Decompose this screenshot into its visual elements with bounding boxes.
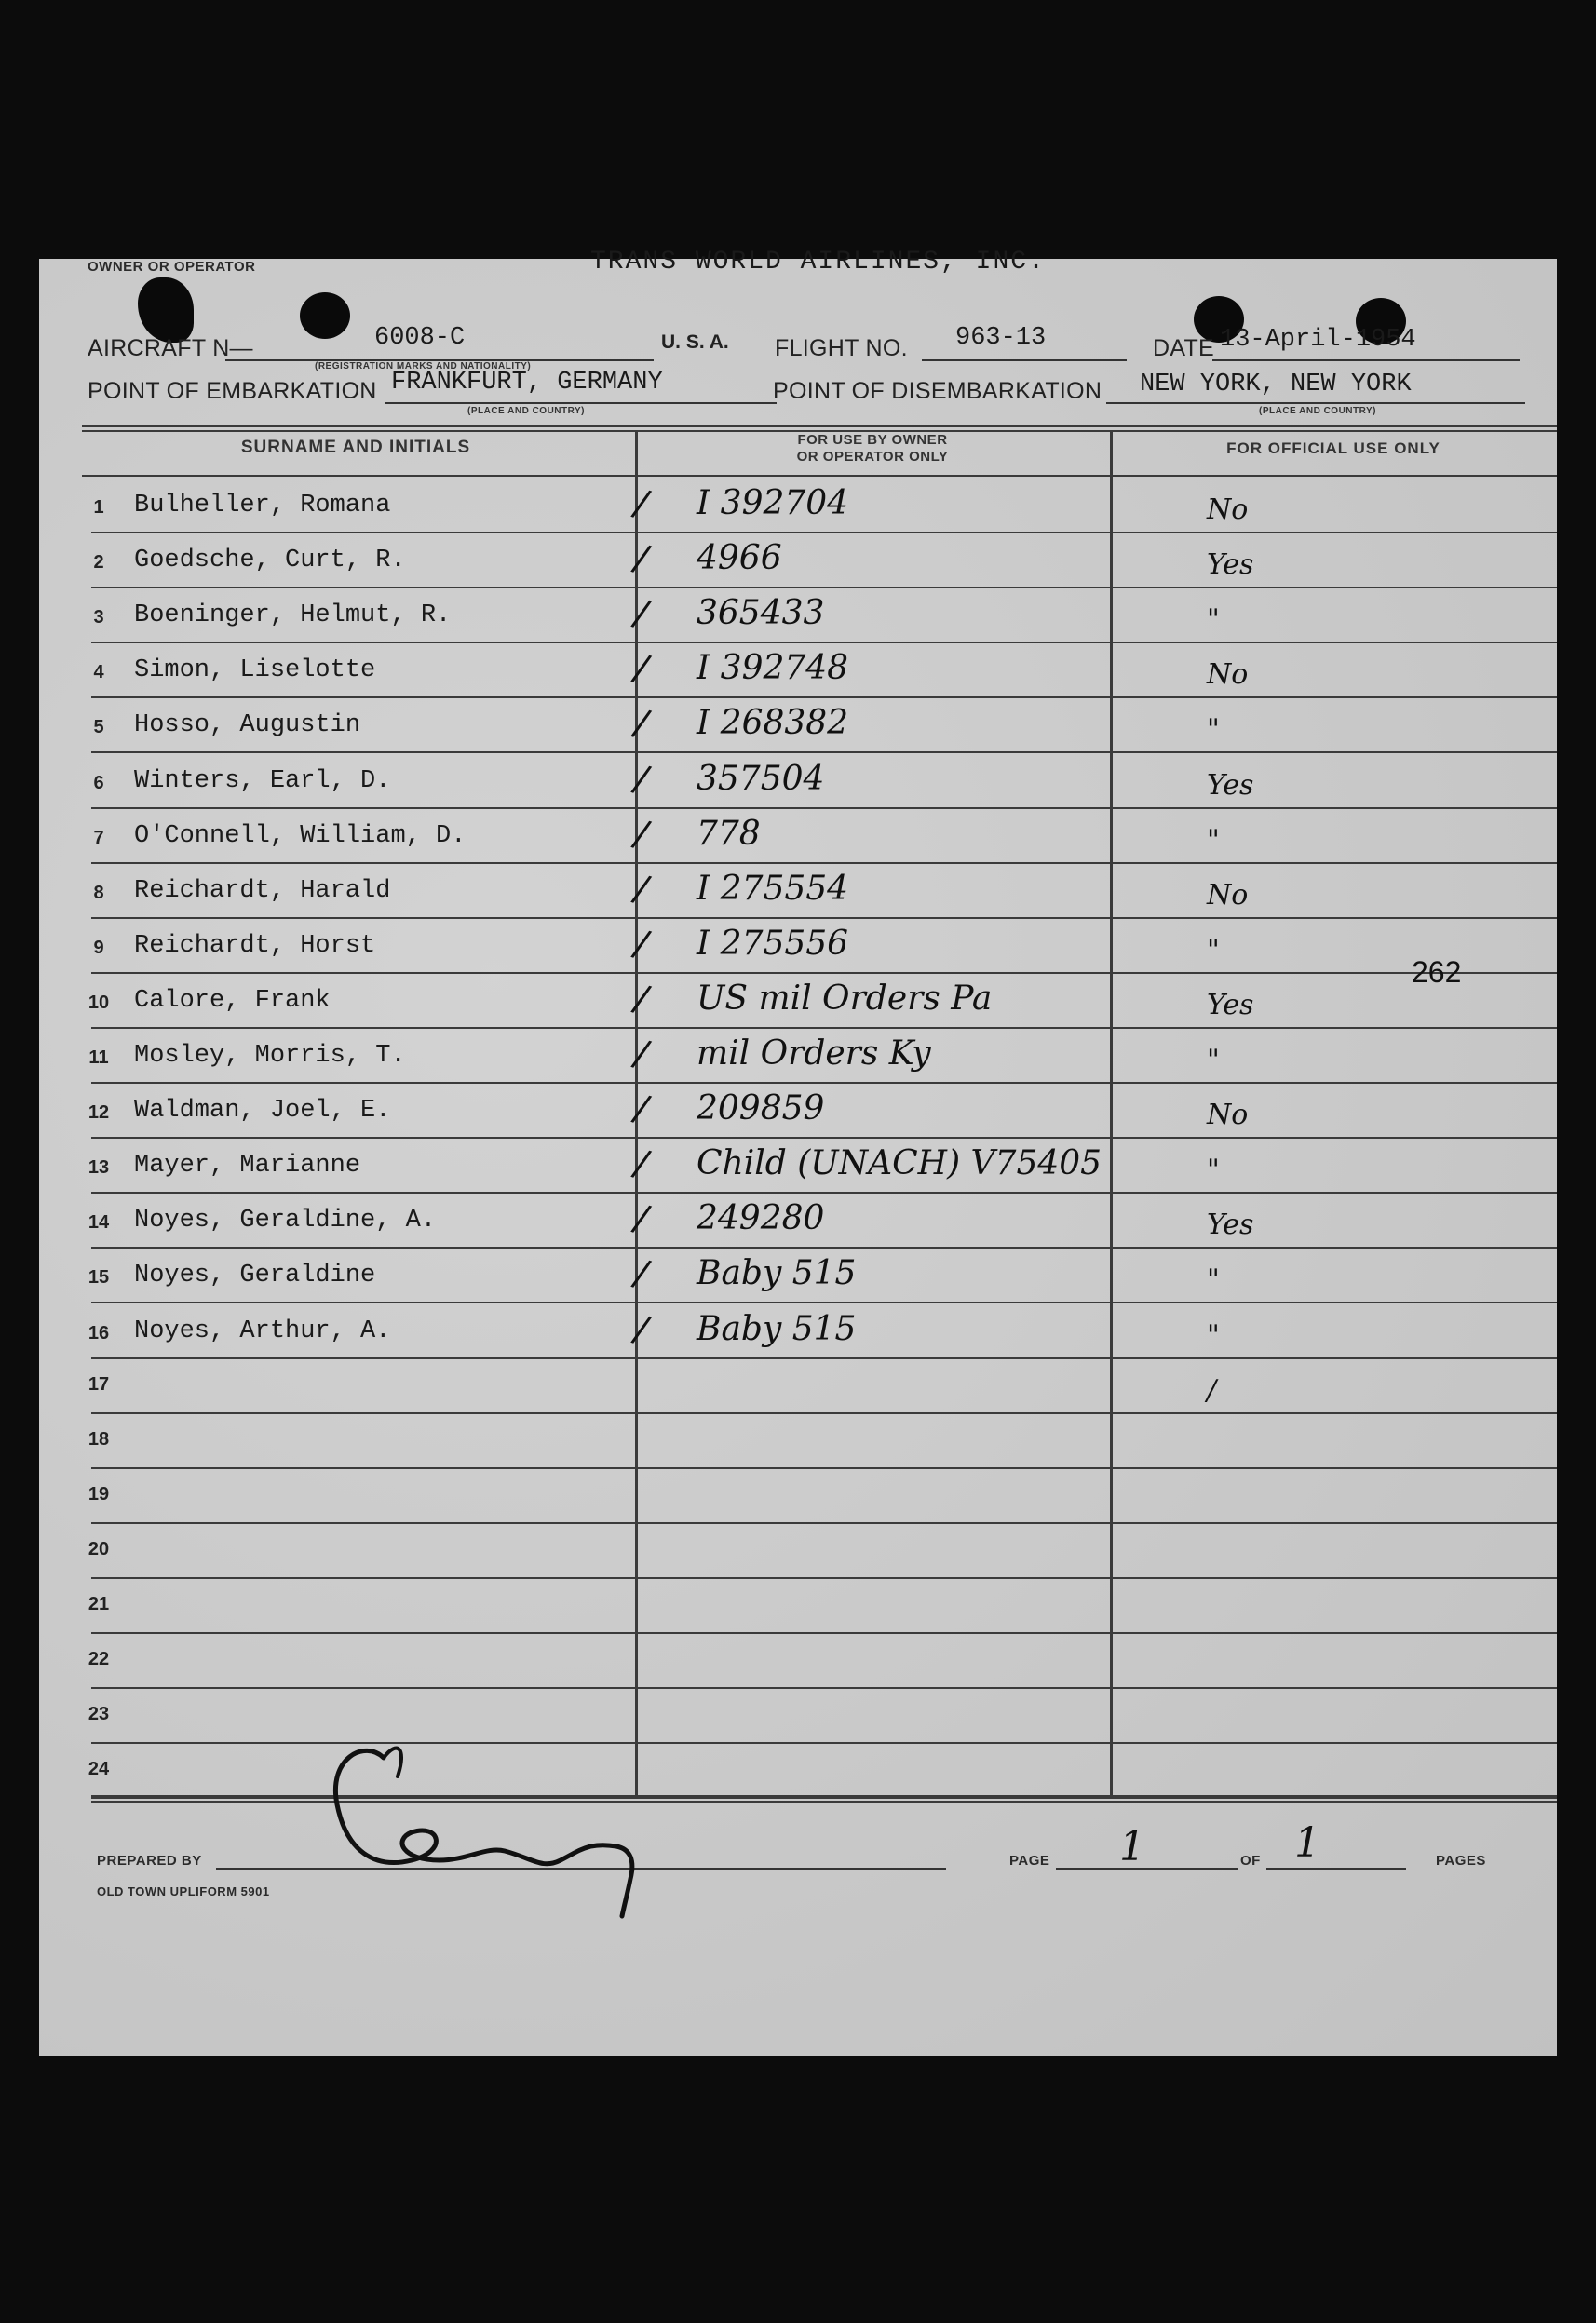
- punch-hole: [300, 292, 350, 339]
- page-number-note: 262: [1412, 955, 1462, 989]
- row-number: 22: [88, 1649, 110, 1670]
- official-mark: ": [1207, 713, 1220, 747]
- column-header-owner-use-2: OR OPERATOR ONLY: [796, 449, 949, 465]
- aircraft-value: 6008-C: [374, 324, 466, 352]
- table-row: [39, 1249, 1557, 1303]
- manifest-sheet: [39, 248, 1557, 2056]
- check-mark-icon: /: [629, 701, 655, 747]
- pages-label: PAGES: [1436, 1853, 1486, 1869]
- check-mark-icon: /: [629, 921, 655, 966]
- page-underline: [1056, 1868, 1238, 1870]
- row-number: 6: [93, 772, 104, 793]
- check-mark-icon: /: [629, 866, 655, 912]
- flight-label: FLIGHT NO.: [775, 335, 908, 361]
- table-row: [39, 974, 1557, 1029]
- table-row: [39, 864, 1557, 919]
- disembarkation-value: NEW YORK, NEW YORK: [1140, 371, 1412, 398]
- owner-value: TRANS WORLD AIRLINES, INC.: [590, 248, 1046, 277]
- row-number: 24: [88, 1759, 110, 1780]
- ink-blot: [138, 277, 194, 343]
- row-number: 8: [93, 882, 104, 903]
- table-row: [39, 1029, 1557, 1084]
- document-number: US mil Orders Pa: [697, 979, 993, 1018]
- owner-label: OWNER OR OPERATOR: [88, 259, 256, 275]
- table-row: [39, 919, 1557, 974]
- column-header-surname: SURNAME AND INITIALS: [240, 438, 471, 457]
- check-mark-icon: /: [629, 536, 655, 582]
- check-mark-icon: /: [629, 811, 655, 857]
- check-mark-icon: /: [629, 1141, 655, 1187]
- passenger-name: Mayer, Marianne: [134, 1152, 361, 1181]
- passenger-name: Simon, Liselotte: [134, 656, 376, 685]
- table-top-rule: [82, 425, 1557, 427]
- table-row: [39, 588, 1557, 643]
- of-value: 1: [1294, 1819, 1320, 1867]
- row-number: 17: [88, 1373, 110, 1395]
- embarkation-note: (PLACE AND COUNTRY): [467, 406, 585, 416]
- disembarkation-label: POINT OF DISEMBARKATION: [773, 378, 1102, 404]
- disembarkation-note: (PLACE AND COUNTRY): [1259, 406, 1376, 416]
- page-value: 1: [1119, 1823, 1145, 1871]
- date-underline: [1212, 359, 1520, 361]
- passenger-name: Boeninger, Helmut, R.: [134, 601, 452, 630]
- document-number: Baby 515: [697, 1254, 857, 1293]
- flight-underline: [922, 359, 1127, 361]
- document-number: I 392704: [697, 484, 849, 522]
- official-mark: No: [1207, 1099, 1249, 1132]
- table-row: [39, 1414, 1557, 1469]
- row-number: 13: [88, 1157, 110, 1179]
- header-bottom-rule: [82, 475, 1557, 477]
- date-label: DATE: [1153, 335, 1215, 361]
- row-number: 19: [88, 1483, 110, 1505]
- passenger-name: Bulheller, Romana: [134, 492, 391, 520]
- document-number: 365433: [697, 594, 825, 633]
- disembarkation-underline: [1106, 402, 1525, 404]
- passenger-name: Noyes, Geraldine, A.: [134, 1207, 437, 1236]
- table-row: [39, 1579, 1557, 1634]
- check-mark-icon: /: [629, 1032, 655, 1076]
- official-mark: No: [1207, 658, 1249, 692]
- passenger-name: O'Connell, William, D.: [134, 821, 467, 850]
- check-mark-icon: /: [629, 1196, 655, 1242]
- check-mark-icon: /: [629, 646, 655, 692]
- passenger-name: Calore, Frank: [134, 986, 331, 1015]
- official-mark: ": [1207, 603, 1220, 637]
- table-row: [39, 643, 1557, 698]
- check-mark-icon: /: [629, 756, 655, 802]
- document-number: mil Orders Ky: [697, 1034, 931, 1073]
- official-mark: Yes: [1207, 1209, 1254, 1242]
- check-mark-icon: /: [629, 1251, 655, 1297]
- row-number: 9: [93, 937, 104, 958]
- passenger-name: Reichardt, Harald: [134, 876, 391, 905]
- document-number: 4966: [697, 539, 782, 578]
- document-number: I 392748: [697, 649, 849, 688]
- table-row: [39, 1524, 1557, 1579]
- passenger-name: Noyes, Arthur, A.: [134, 1317, 391, 1345]
- row-number: 2: [93, 552, 104, 574]
- document-number: I 268382: [697, 704, 849, 743]
- column-header-owner-use-1: FOR USE BY OWNER: [797, 432, 948, 448]
- official-mark: Yes: [1207, 548, 1254, 582]
- row-number: 11: [88, 1047, 109, 1068]
- official-mark: No: [1207, 493, 1249, 526]
- date-value: 13-April-1954: [1220, 326, 1416, 354]
- official-mark: ": [1207, 1154, 1220, 1187]
- row-number: 3: [93, 607, 104, 628]
- of-underline: [1266, 1868, 1406, 1870]
- document-number: 778: [697, 814, 761, 853]
- aircraft-label: AIRCRAFT N—: [88, 335, 253, 361]
- table-row: [39, 1359, 1557, 1414]
- table-row: [39, 1194, 1557, 1249]
- row-number: 4: [93, 662, 104, 683]
- table-row: [39, 698, 1557, 753]
- table-row: [39, 754, 1557, 809]
- page-label: PAGE: [1009, 1853, 1050, 1869]
- document-number: I 275556: [697, 924, 849, 963]
- document-number: 249280: [697, 1199, 825, 1238]
- flight-value: 963-13: [955, 324, 1047, 352]
- nationality: U. S. A.: [661, 331, 729, 353]
- official-mark: ": [1207, 1044, 1220, 1076]
- document-number: Child (UNACH) V75405: [697, 1144, 1102, 1183]
- prepared-by-label: PREPARED BY: [97, 1853, 202, 1869]
- table-row: [39, 809, 1557, 864]
- row-number: 15: [88, 1267, 110, 1289]
- table-row: [39, 1469, 1557, 1524]
- passenger-name: Waldman, Joel, E.: [134, 1097, 391, 1126]
- row-number: 21: [88, 1594, 110, 1614]
- table-row: [39, 1634, 1557, 1689]
- table-row: [39, 1689, 1557, 1744]
- row-number: 23: [88, 1704, 110, 1725]
- table-row: [39, 1304, 1557, 1359]
- row-number: 18: [88, 1428, 110, 1450]
- official-mark: ": [1207, 823, 1220, 857]
- official-mark: No: [1207, 878, 1249, 912]
- row-number: 20: [88, 1538, 110, 1560]
- check-mark-icon: /: [629, 591, 655, 637]
- check-mark-icon: /: [629, 481, 655, 526]
- signature: [309, 1721, 700, 1925]
- passenger-name: Reichardt, Horst: [134, 931, 376, 960]
- row-number: 16: [88, 1322, 110, 1344]
- embarkation-value: FRANKFURT, GERMANY: [391, 369, 663, 397]
- of-label: OF: [1240, 1853, 1261, 1869]
- document-number: I 275554: [697, 869, 849, 908]
- passenger-name: Mosley, Morris, T.: [134, 1042, 406, 1070]
- table-row: [39, 479, 1557, 533]
- passenger-name: Goedsche, Curt, R.: [134, 547, 406, 575]
- official-mark: ": [1207, 1263, 1220, 1297]
- embarkation-label: POINT OF EMBARKATION: [88, 378, 377, 404]
- row-number: 1: [93, 497, 104, 518]
- official-mark: /: [1207, 1373, 1217, 1407]
- table-row: [39, 533, 1557, 588]
- document-number: Baby 515: [697, 1309, 857, 1348]
- table-row: [39, 1744, 1557, 1799]
- check-mark-icon: /: [629, 976, 655, 1021]
- table-row: [39, 1139, 1557, 1194]
- form-id: OLD TOWN UPLIFORM 5901: [97, 1884, 270, 1898]
- document-number: 209859: [697, 1089, 825, 1128]
- passenger-name: Winters, Earl, D.: [134, 766, 391, 795]
- row-number: 12: [88, 1102, 110, 1124]
- check-mark-icon: /: [629, 1306, 655, 1352]
- document-number: 357504: [697, 759, 825, 798]
- passenger-name: Hosso, Augustin: [134, 711, 361, 740]
- table-row: [39, 1084, 1557, 1139]
- embarkation-underline: [385, 402, 777, 404]
- column-header-official: FOR OFFICIAL USE ONLY: [1226, 439, 1440, 457]
- row-number: 7: [93, 827, 104, 848]
- registration-note: (REGISTRATION MARKS AND NATIONALITY): [315, 361, 532, 371]
- row-number: 5: [93, 717, 104, 738]
- official-mark: ": [1207, 933, 1220, 966]
- official-mark: Yes: [1207, 768, 1254, 802]
- row-number: 14: [88, 1212, 110, 1234]
- passenger-name: Noyes, Geraldine: [134, 1262, 376, 1290]
- row-number: 10: [88, 992, 110, 1013]
- check-mark-icon: /: [629, 1087, 655, 1132]
- official-mark: Yes: [1207, 988, 1254, 1021]
- official-mark: ": [1207, 1318, 1220, 1352]
